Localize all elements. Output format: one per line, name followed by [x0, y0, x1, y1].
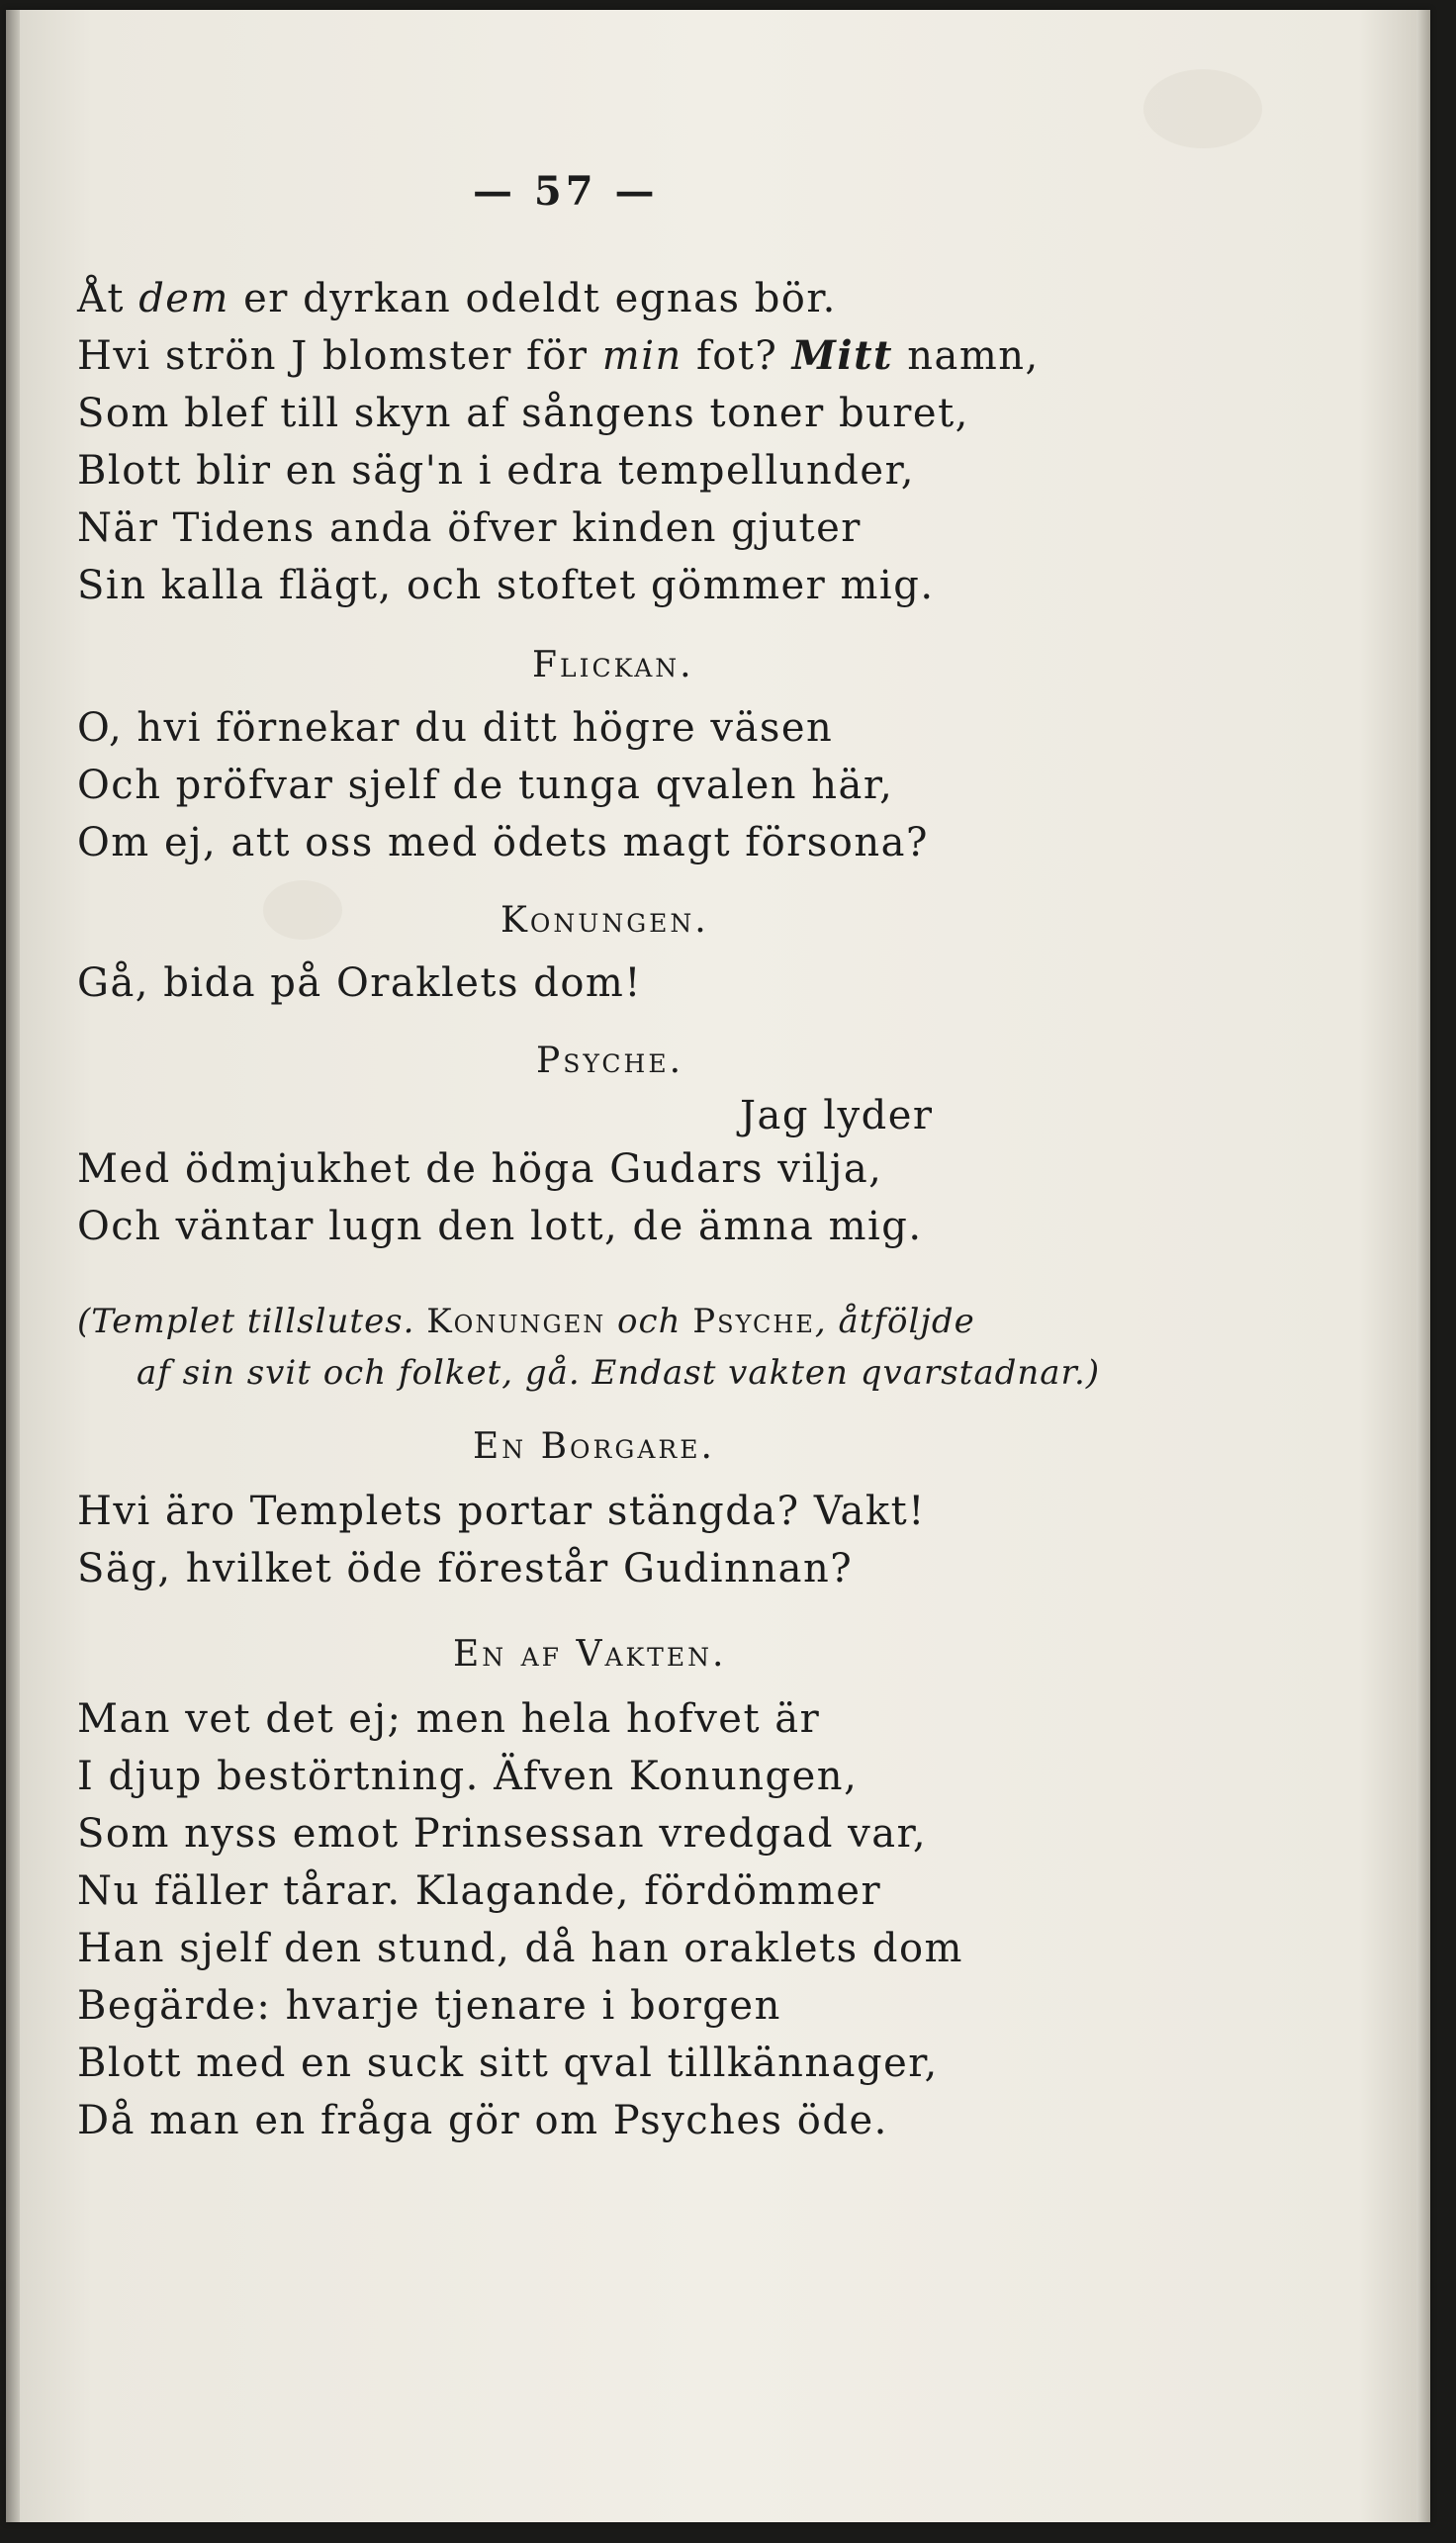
speaker-name: En Borgare. [473, 1426, 715, 1467]
page-binding-edge [6, 10, 20, 2522]
verse-line: Och väntar lugn den lott, de ämna mig. [77, 1204, 923, 1249]
paper-stain [263, 880, 342, 940]
verse-line: Han sjelf den stund, då han oraklets dom [77, 1926, 963, 1971]
stage-direction: af sin svit och folket, gå. Endast vakten qvarstadnar.) [136, 1353, 1101, 1393]
verse-line: Hvi strön J blomster för min fot? Mitt namn, [77, 332, 1040, 379]
stage-direction: (Templet tillslutes. Konungen och Psyche, åtföljde [77, 1302, 975, 1341]
verse-line: Gå, bida på Oraklets dom! [77, 960, 642, 1006]
verse-line: O, hvi förnekar du ditt högre väsen [77, 705, 834, 751]
verse-line: Nu fäller tårar. Klagande, fördömmer [77, 1868, 882, 1914]
verse-line: Man vet det ej; men hela hofvet är [77, 1696, 821, 1742]
verse-line: Som nyss emot Prinsessan vredgad var, [77, 1811, 928, 1857]
verse-line: Åt dem er dyrkan odeldt egnas bör. [77, 276, 837, 321]
verse-line: När Tidens anda öfver kinden gjuter [77, 505, 862, 551]
speaker-name: Flickan. [532, 645, 694, 685]
verse-line: Jag lyder [740, 1093, 934, 1138]
verse-line: I djup bestörtning. Äfven Konungen, [77, 1754, 859, 1799]
speaker-name: En af Vakten. [453, 1634, 727, 1675]
speaker-name: Konungen. [500, 900, 709, 941]
verse-line: Blott med en suck sitt qval tillkännager, [77, 2041, 939, 2086]
verse-line: Blott blir en säg'n i edra tempellunder, [77, 448, 916, 494]
speaker-name: Psyche. [536, 1041, 684, 1081]
verse-line: Hvi äro Templets portar stängda? Vakt! [77, 1489, 926, 1534]
verse-line: Begärde: hvarje tjenare i borgen [77, 1983, 781, 2029]
verse-line: Som blef till skyn af sångens toner buret, [77, 391, 969, 436]
verse-line: Säg, hvilket öde förestår Gudinnan? [77, 1546, 854, 1591]
verse-line: Och pröfvar sjelf de tunga qvalen här, [77, 763, 894, 808]
paper-stain [1143, 69, 1262, 148]
page-outer-edge [1416, 10, 1430, 2522]
verse-line: Med ödmjukhet de höga Gudars vilja, [77, 1146, 883, 1192]
verse-line: Då man en fråga gör om Psyches öde. [77, 2098, 888, 2143]
book-page [6, 10, 1430, 2522]
verse-line: Om ej, att oss med ödets magt försona? [77, 820, 929, 865]
page-number: — 57 — [473, 168, 659, 215]
verse-line: Sin kalla flägt, och stoftet gömmer mig. [77, 563, 935, 608]
